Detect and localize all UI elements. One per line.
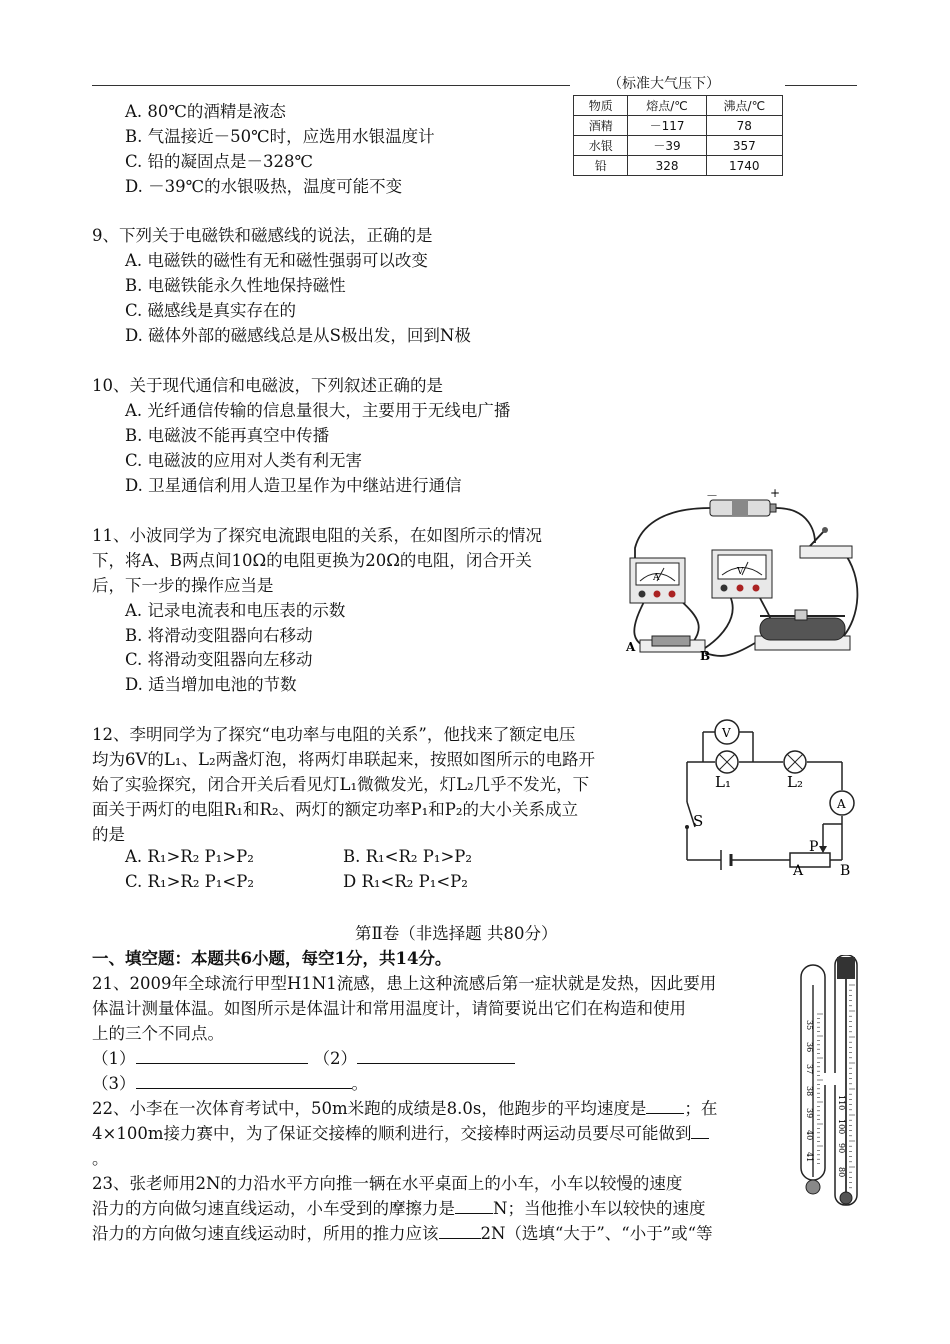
q8-option-a: A. 80℃的酒精是液态 xyxy=(125,102,286,121)
clinical-tick-label: 41 xyxy=(805,1152,814,1163)
q21-blank-row-1 xyxy=(92,1045,515,1069)
q21-end: 。 xyxy=(351,1074,368,1093)
voltmeter-label: V xyxy=(722,726,731,740)
q12-stem-line: 的是 xyxy=(92,825,125,844)
q23-line-2a: 沿力的方向做匀速直线运动，小车受到的摩擦力是 xyxy=(92,1199,455,1218)
q10-option-b: B. 电磁波不能再真空中传播 xyxy=(125,426,330,445)
battery-minus-label: － xyxy=(706,489,719,503)
table-cell: 酒精 xyxy=(574,116,628,136)
properties-table xyxy=(573,95,783,176)
slider-p-label: P xyxy=(809,839,819,855)
q11-stem-line: 11、小波同学为了探究电流跟电阻的关系，在如图所示的情况 xyxy=(92,526,542,545)
q22-line-2-text: 4×100m接力赛中，为了保证交接棒的顺利进行，交接棒时两运动员要尽可能做到 xyxy=(92,1124,692,1143)
switch-icon xyxy=(800,546,852,558)
ammeter-icon xyxy=(630,558,685,603)
table-cell: 78 xyxy=(706,116,782,136)
table-cell: －117 xyxy=(628,116,706,136)
rheostat-icon xyxy=(755,610,850,650)
q22-line-3: 。 xyxy=(92,1149,109,1168)
q21-blank-1[interactable] xyxy=(136,1047,308,1064)
q21-blank-3-label: （3） xyxy=(92,1074,136,1093)
q9-option-a: A. 电磁铁的磁性有无和磁性强弱可以改变 xyxy=(125,251,428,270)
q21-stem-line: 体温计测量体温。如图所示是体温计和常用温度计，请简要说出它们在构造和使用 xyxy=(92,999,686,1018)
q9-option-d: D. 磁体外部的磁感线总是从S极出发，回到N极 xyxy=(125,326,471,345)
q8-option-d: D. －39℃的水银吸热，温度可能不变 xyxy=(125,177,403,196)
q11-option-c: C. 将滑动变阻器向左移动 xyxy=(125,650,313,669)
clinical-thermometer-icon xyxy=(801,965,825,1194)
q8-option-b: B. 气温接近－50℃时，应选用水银温度计 xyxy=(125,127,435,146)
clinical-tick-label: 37 xyxy=(805,1064,814,1075)
lamp-l2-icon xyxy=(784,751,806,773)
lamp-l2-label: L₂ xyxy=(787,773,803,791)
q12-option-a: A. R₁>R₂ P₁>P₂ xyxy=(125,847,254,866)
table-cell: 铅 xyxy=(574,156,628,176)
q23-blank-force[interactable] xyxy=(439,1222,481,1239)
q22-blank-speed[interactable] xyxy=(646,1097,684,1114)
q12-stem-line: 均为6V的L₁、L₂两盏灯泡，将两灯串联起来，按照如图所示的电路开 xyxy=(92,750,596,769)
table-caption: （标准大气压下） xyxy=(608,76,720,92)
point-b-label: B xyxy=(700,649,711,663)
table-cell: 水银 xyxy=(574,136,628,156)
q12-option-d: D R₁<R₂ P₁<P₂ xyxy=(343,872,468,891)
q22-line-1 xyxy=(92,1095,717,1119)
q11-circuit-figure xyxy=(620,488,870,693)
battery-plus-label: + xyxy=(770,488,781,500)
clinical-tick-label: 40 xyxy=(805,1130,814,1141)
q21-blank-2-label: （2） xyxy=(313,1049,357,1068)
clinical-tick-label: 36 xyxy=(805,1042,814,1053)
rheostat-b-label: B xyxy=(840,863,851,879)
common-tick-label: 90 xyxy=(837,1143,846,1154)
q11-stem-line: 下，将A、B两点间10Ω的电阻更换为20Ω的电阻，闭合开关 xyxy=(92,551,532,570)
q12-option-b: B. R₁<R₂ P₁>P₂ xyxy=(343,847,473,866)
thermometers-figure xyxy=(795,955,865,1215)
q10-option-c: C. 电磁波的应用对人类有利无害 xyxy=(125,451,363,470)
q10-option-d: D. 卫星通信利用人造卫星作为中继站进行通信 xyxy=(125,476,462,495)
q21-blank-1-label: （1） xyxy=(92,1049,136,1068)
common-tick-label: 110 xyxy=(837,1095,846,1111)
top-rule-right xyxy=(785,85,857,86)
q9-option-b: B. 电磁铁能永久性地保持磁性 xyxy=(125,276,346,295)
q22-line-1b: ；在 xyxy=(684,1099,718,1118)
section2-title: 第Ⅱ卷（非选择题 共80分） xyxy=(355,924,558,943)
lamp-l1-label: L₁ xyxy=(715,773,731,791)
q21-stem-line: 21、2009年全球流行甲型H1N1流感，患上这种流感后第一症状就是发热，因此要用 xyxy=(92,974,717,993)
q21-blank-row-2 xyxy=(92,1070,368,1094)
q21-blank-2[interactable] xyxy=(357,1047,515,1064)
q23-blank-friction[interactable] xyxy=(455,1197,493,1214)
q11-option-b: B. 将滑动变阻器向右移动 xyxy=(125,626,313,645)
q21-blank-3[interactable] xyxy=(136,1072,352,1089)
q23-line-3 xyxy=(92,1220,713,1244)
common-tick-label: 100 xyxy=(837,1119,846,1135)
q9-option-c: C. 磁感线是真实存在的 xyxy=(125,301,297,320)
q12-stem-line: 始了实验探究，闭合开关后看见灯L₁微微发光，灯L₂几乎不发光，下 xyxy=(92,775,590,794)
point-a-label: A xyxy=(626,640,636,654)
ammeter-label: A xyxy=(653,573,660,583)
q9-stem: 9、下列关于电磁铁和磁感线的说法，正确的是 xyxy=(92,226,433,245)
q12-circuit-figure xyxy=(675,712,865,882)
q10-stem: 10、关于现代通信和电磁波，下列叙述正确的是 xyxy=(92,376,443,395)
q23-line-2 xyxy=(92,1195,705,1219)
q23-line-2b: N；当他推小车以较快的速度 xyxy=(493,1199,706,1218)
q12-option-c: C. R₁>R₂ P₁<P₂ xyxy=(125,872,254,891)
table-header: 沸点/℃ xyxy=(706,96,782,116)
q11-option-a: A. 记录电流表和电压表的示数 xyxy=(125,601,346,620)
voltmeter-icon xyxy=(712,550,772,598)
clinical-tick-label: 35 xyxy=(805,1020,814,1031)
q22-line-2 xyxy=(92,1120,709,1144)
rheostat-a-label: A xyxy=(793,863,804,879)
q23-line-3b: 2N（选填“大于”、“小于”或“等 xyxy=(480,1224,713,1243)
q23-line-3a: 沿力的方向做匀速直线运动时，所用的推力应该 xyxy=(92,1224,439,1243)
table-cell: 357 xyxy=(706,136,782,156)
q22-line-1a: 22、小李在一次体育考试中，50m米跑的成绩是8.0s，他跑步的平均速度是 xyxy=(92,1099,647,1118)
table-cell: 1740 xyxy=(706,156,782,176)
lamp-l1-icon xyxy=(716,751,738,773)
common-tick-label: 80 xyxy=(837,1167,846,1178)
table-cell: 328 xyxy=(628,156,706,176)
q11-stem-line: 后，下一步的操作应当是 xyxy=(92,576,274,595)
clinical-tick-label: 38 xyxy=(805,1086,814,1097)
q10-option-a: A. 光纤通信传输的信息量很大，主要用于无线电广播 xyxy=(125,401,511,420)
table-header: 物质 xyxy=(574,96,628,116)
section2-part1: 一、填空题：本题共6小题，每空1分，共14分。 xyxy=(92,949,452,968)
switch-s-label: S xyxy=(693,812,704,830)
q21-stem-line: 上的三个不同点。 xyxy=(92,1024,224,1043)
q12-stem-line: 面关于两灯的电阻R₁和R₂、两灯的额定功率P₁和P₂的大小关系成立 xyxy=(92,800,579,819)
q23-line-1: 23、张老师用2N的力沿水平方向推一辆在水平桌面上的小车，小车以较慢的速度 xyxy=(92,1174,683,1193)
ammeter-label: A xyxy=(837,797,846,811)
q8-option-c: C. 铅的凝固点是－328℃ xyxy=(125,152,313,171)
q11-option-d: D. 适当增加电池的节数 xyxy=(125,675,297,694)
clinical-tick-label: 39 xyxy=(805,1108,814,1119)
top-rule-left xyxy=(92,85,570,86)
voltmeter-label: V xyxy=(737,567,744,577)
table-header: 熔点/℃ xyxy=(628,96,706,116)
q12-stem-line: 12、李明同学为了探究“电功率与电阻的关系”，他找来了额定电压 xyxy=(92,725,576,744)
table-cell: －39 xyxy=(628,136,706,156)
q22-blank-handoff[interactable] xyxy=(691,1122,709,1139)
